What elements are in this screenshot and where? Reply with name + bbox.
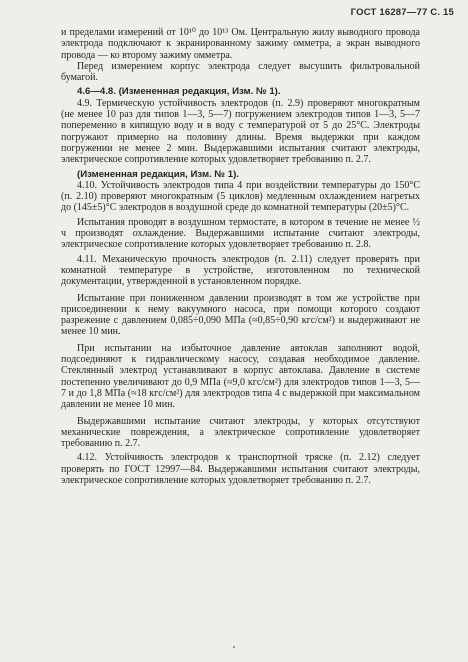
amendment-note-4-9: (Измененная редакция, Изм. № 1). xyxy=(77,168,239,180)
paragraph-4-12: 4.12. Устойчивость электродов к транспортной тряске (п. 2.12) следует проверять по ГОСТ 12997—84. Выдержавшими испытания считают электроды, электрическое сопротивление которых удовлетворяет требованию п. 2.7. xyxy=(61,452,420,486)
amendment-note-4-6: 4.6—4.8. (Измененная редакция, Изм. № 1). xyxy=(77,86,281,98)
page-header: ГОСТ 16287—77 С. 15 xyxy=(350,7,454,18)
document-body xyxy=(61,27,420,486)
page-mark xyxy=(233,646,235,648)
paragraph-passed-tests: Выдержавшими испытание считают электроды, у которых отсутствуют механические повреждения, а электрическое сопротивление удовлетворяет требованию п. 2.7. xyxy=(61,415,420,450)
paragraph-4-9: 4.9. Термическую устойчивость электродов (п. 2.9) проверяют многократным (не менее 10 раз для типов 1—3, 5—7) погружением электродов типов 1—3, 5—7 попеременно в кипящую воду и в воду с температурой от 5 до 25°С. Электроды погружают примерно на половину длины. Время выдержки при каждом погружении не менее 2 мин. Выдержавшими испытания считают электроды, электрическое сопротивление которых удовлетворяет требованию п. 2.7. xyxy=(61,97,420,166)
paragraph-low-pressure: Испытание при пониженном давлении производят в том же устройстве при присоединении к нему вакуумного насоса, при помощи которого создают разрежение с давлением 0,085÷0,090 МПа (≈0,85÷0,90 кгс/см²) и выдерживают не менее 10 мин. xyxy=(61,292,420,338)
paragraph-4-11: 4.11. Механическую прочность электродов (п. 2.11) следует проверять при комнатной температуре в устройстве, изготовленном по технической документации, утвержденной в установленном порядке. xyxy=(61,253,420,288)
paragraph-thermostat: Испытания проводят в воздушном термостате, в котором в течение не менее ½ ч производят охлаждение. Выдержавшими испытание считают электроды, электрическое сопротивление которых удовлетворяет требованию п. 2.8. xyxy=(61,216,420,251)
paragraph-overpressure: При испытании на избыточное давление автоклав заполняют водой, подсоединяют к гидравлическому насосу, создавая необходимое давление. Стеклянный электрод устанавливают в корпус автоклава. Давление в системе постепенно увеличивают до 0,9 МПа (≈9,0 кгс/см²) для электродов типов 1—3, 5—7 и до 1,8 МПа (≈18 кгс/см²) для электродов типа 4 с выдержкой при максимальном давлении не менее 10 мин. xyxy=(61,342,420,411)
paragraph-4-10: 4.10. Устойчивость электродов типа 4 при воздействии температуры до 150°С (п. 2.10) проверяют многократным (5 циклов) медленным охлаждением нагретых до (145±5)°С электродов в воздушной среде до комнатной температуры (20±5)°С. xyxy=(61,179,420,214)
paragraph-drying: Перед измерением корпус электрода следует высушить фильтровальной бумагой. xyxy=(61,60,420,84)
paragraph-ohmmeter: и пределами измерений от 10¹⁰ до 10¹³ Ом. Центральную жилу выводного провода электрода подключают к экранированному зажиму омметра, а экран выводного провода — ко второму зажиму омметра. xyxy=(61,27,420,61)
